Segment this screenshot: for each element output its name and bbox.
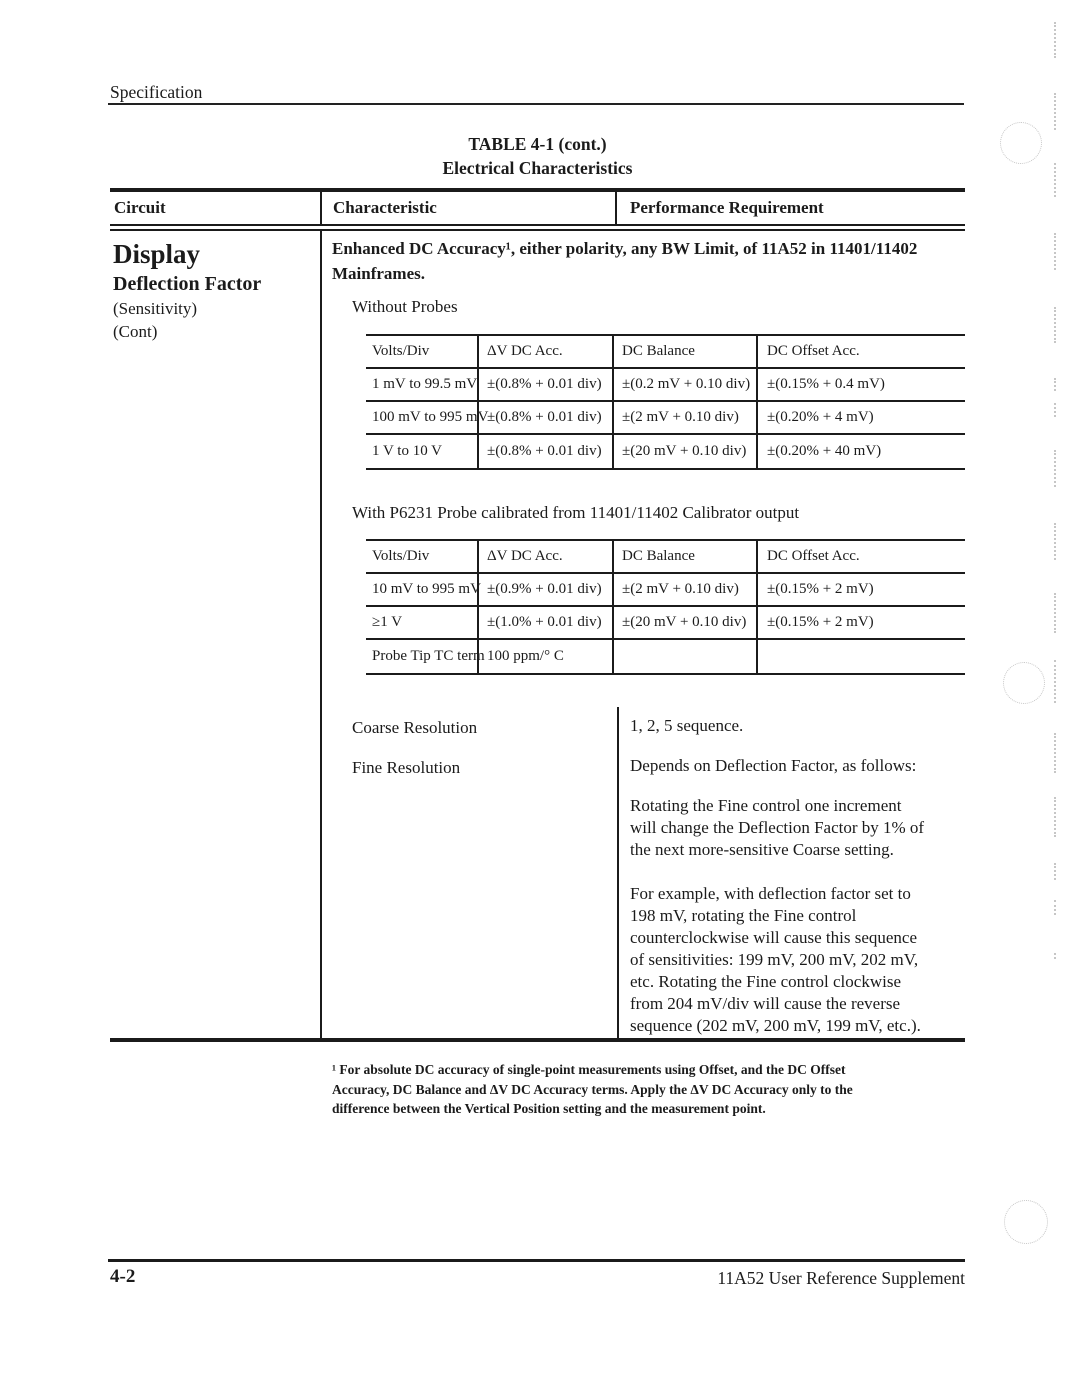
circuit-note-sensitivity: (Sensitivity) [113,299,198,318]
scan-edge-mark [1054,233,1056,270]
scan-hole-circle [1004,1200,1048,1244]
paragraph-line: of sensitivities: 199 mV, 200 mV, 202 mV, [630,950,919,969]
table-cell: ±(1.0% + 0.01 div) [477,607,612,638]
circuit-subheading: Deflection Factor [113,273,262,295]
table-title-line2: Electrical Characteristics [442,158,633,178]
table-cell: Probe Tip TC term [372,648,485,664]
table-row [366,640,965,673]
table-cell: ±(0.20% + 4 mV) [756,402,965,433]
footnote-line: ¹ For absolute DC accuracy of single-point measurements using Offset, and the DC Offset [332,1062,846,1077]
column-header-characteristic: Characteristic [320,192,615,224]
paragraph-line: etc. Rotating the Fine control clockwise [630,972,901,991]
table-header-row [366,336,965,369]
fine-resolution-example-paragraph [630,883,965,1037]
table-cell: 100 ppm/° C [477,640,612,673]
fine-resolution-intro: Depends on Deflection Factor, as follows: [630,756,917,775]
table-cell: ±(0.9% + 0.01 div) [477,574,612,605]
scan-edge-mark [1054,378,1056,391]
table-cell: ±(0.15% + 2 mV) [756,574,965,605]
table-cell: 10 mV to 995 mV [372,581,481,597]
scan-hole-circle [1000,122,1042,164]
characteristic-intro-line: Enhanced DC Accuracy¹, either polarity, any BW Limit, of 11A52 in 11401/11402 [332,239,918,258]
table-header-cell: ΔV DC Acc. [477,336,612,367]
column-header-performance: Performance Requirement [615,192,965,224]
table-header-cell: Volts/Div [372,548,430,564]
table-cell: ±(0.8% + 0.01 div) [477,402,612,433]
coarse-resolution-value: 1, 2, 5 sequence. [630,716,744,735]
scan-edge-mark [1054,953,1056,959]
with-probe-caption: With P6231 Probe calibrated from 11401/11402 Calibrator output [352,503,800,522]
scan-edge-mark [1054,307,1056,343]
footer-rule [108,1259,965,1262]
paragraph-line: Rotating the Fine control one increment [630,796,902,815]
scan-edge-mark [1054,733,1056,773]
scan-edge-mark [1054,797,1056,837]
table-header-row [366,541,965,574]
running-header: Specification [110,82,203,102]
table-cell: 1 V to 10 V [372,443,443,459]
coarse-resolution-label: Coarse Resolution [352,718,478,737]
without-probes-table [366,334,965,470]
electrical-characteristics-table [110,188,965,1042]
scan-edge-mark [1054,593,1056,633]
table-cell: ±(0.15% + 0.4 mV) [756,369,965,400]
table-header-cell: ΔV DC Acc. [477,541,612,572]
header-rule [108,103,964,105]
circuit-column [110,231,320,1038]
paragraph-line: For example, with deflection factor set to [630,884,911,903]
page-number: 4-2 [110,1266,136,1287]
table-cell: ±(0.20% + 40 mV) [756,435,965,468]
main-table-header-row [110,192,965,231]
fine-resolution-paragraph [630,795,965,861]
table-row [366,402,965,435]
circuit-heading: Display [113,239,201,269]
table-header-cell: DC Offset Acc. [756,541,965,572]
table-cell [612,640,756,673]
scan-edge-mark [1054,900,1056,915]
characteristic-intro-line: Mainframes. [332,264,426,283]
main-table-body [110,231,965,1038]
footnote-line: Accuracy, DC Balance and ΔV DC Accuracy terms. Apply the ΔV DC Accuracy only to the [332,1081,853,1097]
table-row [366,369,965,402]
characteristic-area [320,231,965,1038]
characteristic-intro [332,236,917,286]
footer-document-title: 11A52 User Reference Supplement [717,1268,965,1288]
scan-edge-mark [1054,450,1056,487]
table-row [366,574,965,607]
table-cell: ±(0.8% + 0.01 div) [477,369,612,400]
scan-edge-mark [1054,22,1056,58]
performance-divider-line [617,707,619,1038]
table-cell: ±(2 mV + 0.10 div) [612,402,756,433]
table-cell: ±(0.2 mV + 0.10 div) [612,369,756,400]
scan-edge-mark [1054,163,1056,197]
table-cell: 1 mV to 99.5 mV [372,376,478,392]
table-cell: ±(0.8% + 0.01 div) [477,435,612,468]
table-cell: ±(2 mV + 0.10 div) [612,574,756,605]
table-header-cell: DC Balance [612,541,756,572]
paragraph-line: will change the Deflection Factor by 1% of [630,818,925,837]
without-probes-caption: Without Probes [352,297,458,316]
table-header-cell: DC Offset Acc. [756,336,965,367]
scan-edge-mark [1054,523,1056,560]
table-row [366,607,965,640]
scan-edge-mark [1054,863,1056,880]
paragraph-line: from 204 mV/div will cause the reverse [630,994,901,1013]
footnote-line: difference between the Vertical Position setting and the measurement point. [332,1101,766,1116]
table-header-cell: Volts/Div [372,343,430,359]
table-cell [756,640,965,673]
footnote [332,1060,952,1119]
fine-resolution-label: Fine Resolution [352,758,461,777]
scan-edge-mark [1054,93,1056,130]
table-cell: 100 mV to 995 mV [372,409,489,425]
table-cell: ≥1 V [372,614,403,630]
performance-column [630,715,965,1037]
scan-edge-mark [1054,403,1056,417]
with-probe-table [366,539,965,675]
paragraph-line: sequence (202 mV, 200 mV, 199 mV, etc.). [630,1016,921,1035]
table-cell: ±(20 mV + 0.10 div) [612,435,756,468]
table-row [366,435,965,468]
scan-hole-circle [1003,662,1045,704]
paragraph-line: 198 mV, rotating the Fine control [630,906,857,925]
circuit-note-cont: (Cont) [113,322,158,341]
scan-edge-mark [1054,660,1056,703]
table-title [110,132,965,180]
paragraph-line: the next more-sensitive Coarse setting. [630,840,894,859]
table-cell: ±(20 mV + 0.10 div) [612,607,756,638]
table-header-cell: DC Balance [612,336,756,367]
column-header-circuit: Circuit [114,198,166,217]
table-title-line1: TABLE 4-1 (cont.) [468,134,607,154]
table-cell: ±(0.15% + 2 mV) [756,607,965,638]
paragraph-line: counterclockwise will cause this sequence [630,928,918,947]
